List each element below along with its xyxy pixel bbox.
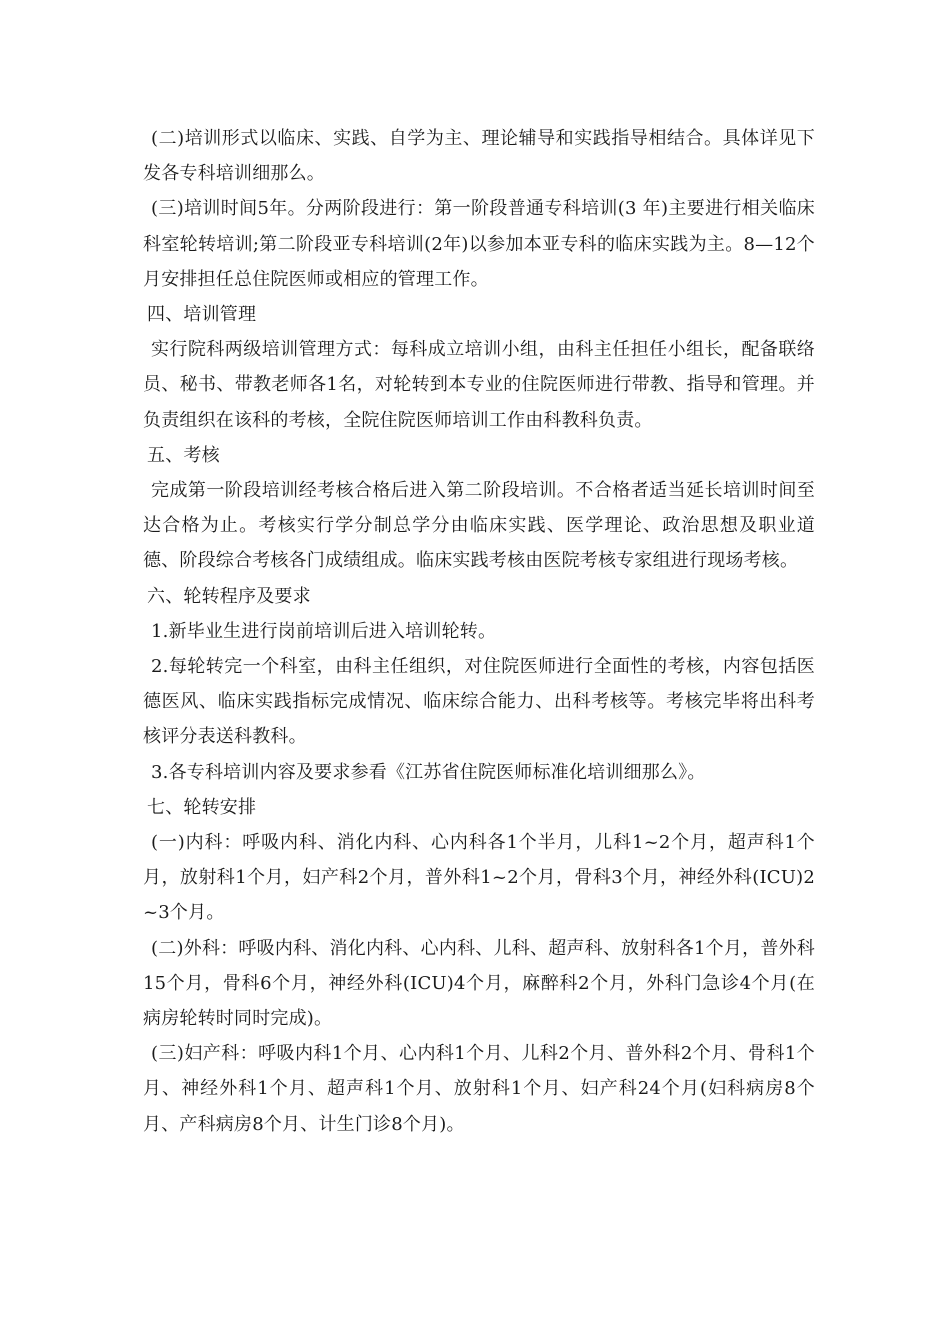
heading-rotation-schedule: 七、轮转安排 bbox=[147, 796, 257, 818]
paragraph-management-method: 实行院科两级培训管理方式：每科成立培训小组，由科主任担任小组长，配备联络员、秘书、带教老师各1名，对轮转到本专业的住院医师进行带教、指导和管理。并负责组织在该科的考核，全院住院医师培训工作由科教科负责。 bbox=[143, 339, 815, 431]
paragraph-training-form: (二)培训形式以临床、实践、自学为主、理论辅导和实践指导相结合。具体详见下发各专科培训细那么。 bbox=[143, 128, 815, 185]
document-body bbox=[143, 121, 815, 1142]
paragraph-obstetrics-gynecology: (三)妇产科：呼吸内科1个月、心内科1个月、儿科2个月、普外科2个月、骨科1个月、神经外科1个月、超声科1个月、放射科1个月、妇产科24个月(妇科病房8个月、产科病房8个月、计生门诊8个月)。 bbox=[143, 1043, 815, 1135]
paragraph-rotation-item-1: 1.新毕业生进行岗前培训后进入培训轮转。 bbox=[151, 620, 497, 642]
heading-rotation-procedure: 六、轮转程序及要求 bbox=[147, 585, 311, 607]
paragraph-assessment-detail: 完成第一阶段培训经考核合格后进入第二阶段培训。不合格者适当延长培训时间至达合格为止。考核实行学分制总学分由临床实践、医学理论、政治思想及职业道德、阶段综合考核各门成绩组成。临床实践考核由医院考核专家组进行现场考核。 bbox=[143, 480, 815, 572]
heading-assessment: 五、考核 bbox=[147, 444, 220, 466]
paragraph-internal-medicine: (一)内科：呼吸内科、消化内科、心内科各1个半月，儿科1~2个月，超声科1个月，放射科1个月，妇产科2个月，普外科1~2个月，骨科3个月，神经外科(ICU)2~3个月。 bbox=[143, 832, 815, 924]
paragraph-rotation-item-3: 3.各专科培训内容及要求参看《江苏省住院医师标准化培训细那么》。 bbox=[151, 761, 706, 783]
paragraph-rotation-item-2: 2.每轮转完一个科室，由科主任组织，对住院医师进行全面性的考核，内容包括医德医风、临床实践指标完成情况、临床综合能力、出科考核等。考核完毕将出科考核评分表送科教科。 bbox=[143, 656, 815, 748]
paragraph-training-duration: (三)培训时间5年。分两阶段进行：第一阶段普通专科培训(3 年)主要进行相关临床科室轮转培训;第二阶段亚专科培训(2年)以参加本亚专科的临床实践为主。8—12个月安排担任总住院医师或相应的管理工作。 bbox=[143, 198, 815, 290]
heading-training-management: 四、培训管理 bbox=[147, 304, 257, 326]
paragraph-surgery: (二)外科：呼吸内科、消化内科、心内科、儿科、超声科、放射科各1个月，普外科15个月，骨科6个月，神经外科(ICU)4个月，麻醉科2个月，外科门急诊4个月(在病房轮转时同时完成)。 bbox=[143, 937, 815, 1030]
